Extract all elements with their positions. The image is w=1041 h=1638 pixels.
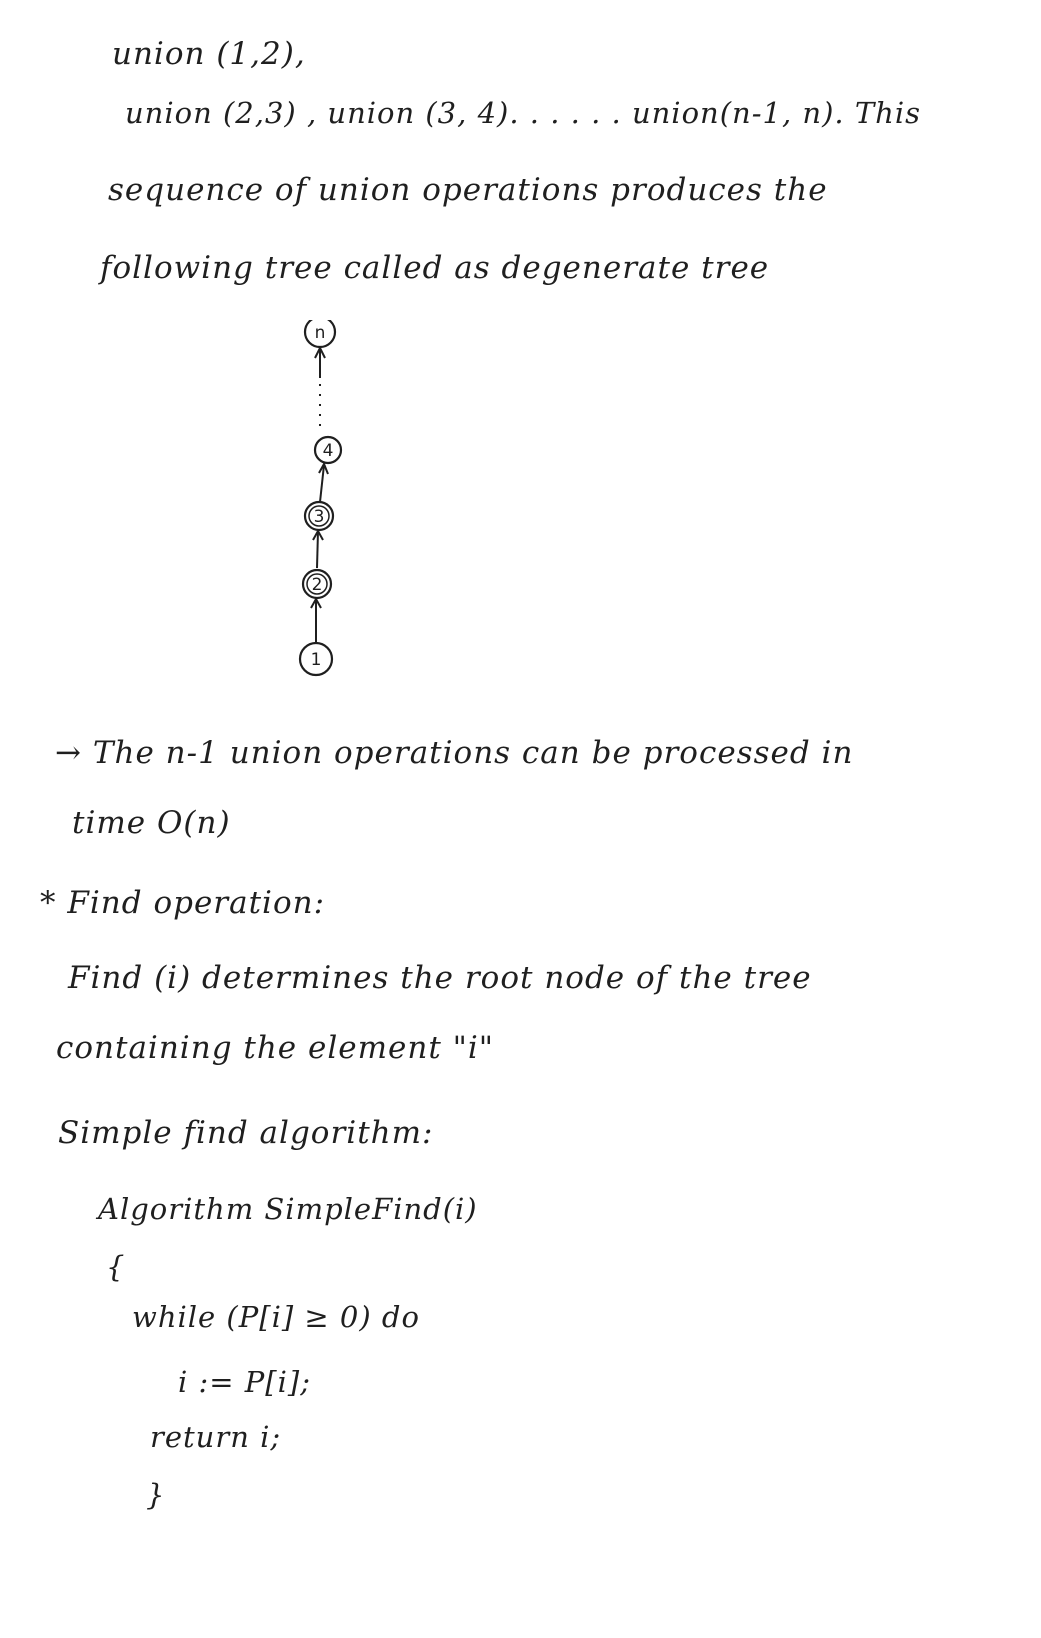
tree-edge bbox=[317, 531, 318, 568]
code-while-loop: while (P[i] ≥ 0) do bbox=[132, 1300, 420, 1334]
code-algorithm-signature: Algorithm SimpleFind(i) bbox=[98, 1192, 478, 1226]
heading-find-operation: * Find operation: bbox=[40, 885, 326, 921]
tree-node-label-4: 4 bbox=[322, 441, 334, 461]
line-union-sequence: union (2,3) , union (3, 4). . . . . . union(n-1, n). This bbox=[125, 96, 922, 130]
tree-node-label-3: 3 bbox=[313, 507, 325, 527]
line-find-definition: Find (i) determines the root node of the tree bbox=[68, 960, 812, 996]
line-sequence-produces: sequence of union operations produces the bbox=[108, 172, 828, 208]
line-n-minus-1-unions: → The n-1 union operations can be processed in bbox=[55, 735, 854, 771]
line-union-1-2: union (1,2), bbox=[112, 36, 306, 72]
line-degenerate-tree: following tree called as degenerate tree bbox=[100, 250, 770, 286]
degenerate-tree-diagram bbox=[295, 320, 375, 720]
tree-node-label-2: 2 bbox=[311, 575, 323, 595]
line-containing-element: containing the element "i" bbox=[56, 1030, 495, 1066]
code-close-brace: } bbox=[146, 1478, 166, 1512]
tree-node-label-n: n bbox=[314, 323, 326, 343]
heading-simple-find: Simple find algorithm: bbox=[58, 1115, 434, 1151]
code-open-brace: { bbox=[106, 1250, 126, 1284]
code-assignment: i := P[i]; bbox=[178, 1365, 311, 1399]
tree-node-label-1: 1 bbox=[310, 650, 322, 670]
line-time-complexity: time O(n) bbox=[72, 805, 231, 841]
code-return: return i; bbox=[150, 1420, 282, 1454]
